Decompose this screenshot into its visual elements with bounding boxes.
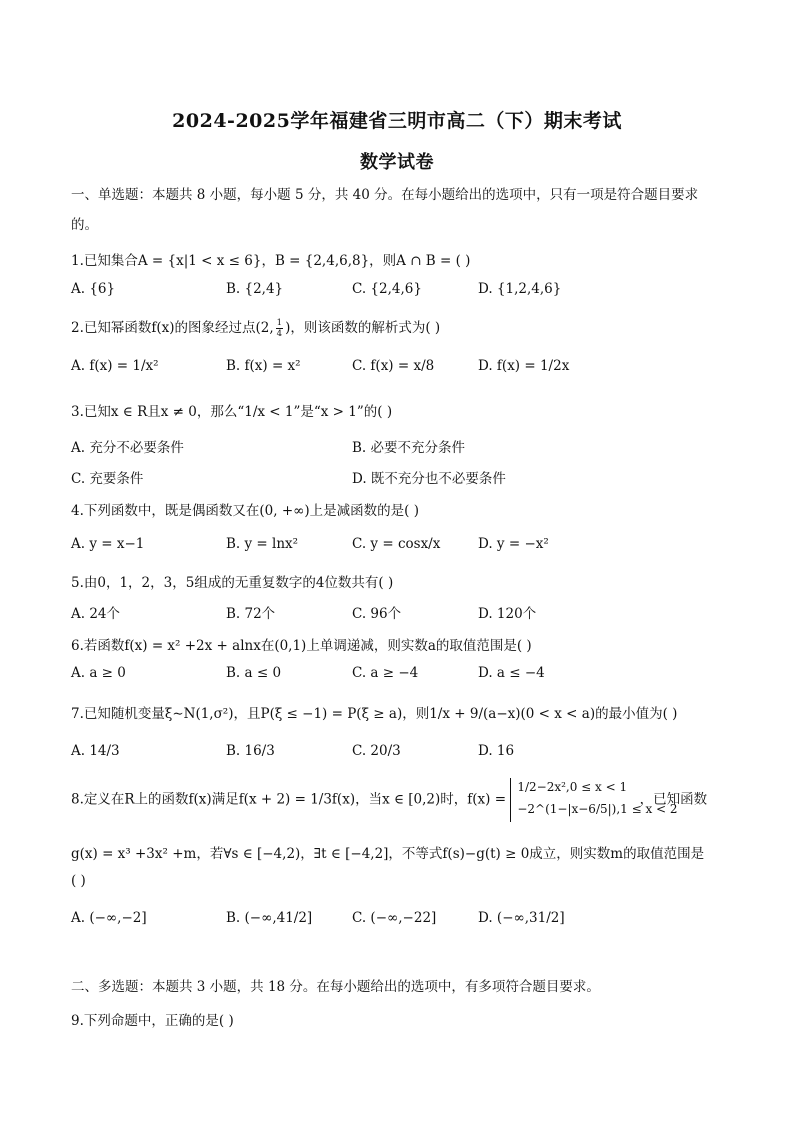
q2-fraction bbox=[276, 318, 283, 339]
q5-option-c: C. 96个 bbox=[352, 606, 402, 622]
q3-option-b: B. 必要不充分条件 bbox=[352, 440, 466, 456]
q7-option-c: C. 20/3 bbox=[352, 743, 401, 759]
q1-option-b: B. {2,4} bbox=[226, 281, 284, 297]
q8-option-a: A. (−∞,−2] bbox=[71, 910, 147, 926]
q2-stem-before: 2.已知幂函数f(x)的图象经过点(2, bbox=[71, 320, 274, 336]
q5-option-a: A. 24个 bbox=[71, 606, 121, 622]
q2-option-a: A. f(x) = 1/x² bbox=[71, 358, 159, 374]
q5-option-b: B. 72个 bbox=[226, 606, 276, 622]
q7-option-b: B. 16/3 bbox=[226, 743, 275, 759]
question-3-stem: 3.已知x ∈ R且x ≠ 0，那么“1/x < 1”是“x > 1”的( ) bbox=[71, 404, 393, 420]
question-6-stem: 6.若函数f(x) = x² +2x + alnx在(0,1)上单调递减，则实数a的取值范围是( ) bbox=[71, 638, 532, 654]
q1-option-d: D. {1,2,4,6} bbox=[478, 281, 562, 297]
q8-piece-2: −2^(1−|x−6/5|),1 ≤ x < 2 bbox=[517, 802, 678, 816]
q4-option-d: D. y = −x² bbox=[478, 536, 549, 552]
q1-option-a: A. {6} bbox=[71, 281, 116, 297]
section2-heading: 二、多选题：本题共 3 小题，共 18 分。在每小题给出的选项中，有多项符合题目要求。 bbox=[71, 979, 600, 995]
q8-stem-a: 8.定义在R上的函数f(x)满足f(x + 2) = 1/3f(x)，当x ∈ [0,2)时，f(x) = bbox=[71, 791, 507, 808]
q7-option-d: D. 16 bbox=[478, 743, 515, 759]
q4-option-b: B. y = lnx² bbox=[226, 536, 299, 552]
q8-option-d: D. (−∞,31/2] bbox=[478, 910, 565, 926]
q2-option-b: B. f(x) = x² bbox=[226, 358, 301, 374]
exam-subtitle: 数学试卷 bbox=[360, 152, 434, 173]
q3-option-a: A. 充分不必要条件 bbox=[71, 440, 184, 456]
question-5-stem: 5.由0，1，2，3，5组成的无重复数字的4位数共有( ) bbox=[71, 575, 394, 591]
q6-option-c: C. a ≥ −4 bbox=[352, 665, 419, 681]
q6-option-d: D. a ≤ −4 bbox=[478, 665, 545, 681]
q8-option-b: B. (−∞,41/2] bbox=[226, 910, 313, 926]
q8-option-c: C. (−∞,−22] bbox=[352, 910, 437, 926]
q4-option-c: C. y = cosx/x bbox=[352, 536, 441, 552]
q2-frac-den: 4 bbox=[276, 329, 283, 339]
q4-option-a: A. y = x−1 bbox=[71, 536, 145, 552]
section1-heading: 一、单选题：本题共 8 小题，每小题 5 分，共 40 分。在每小题给出的选项中，只有一项是符合题目要求的。 bbox=[71, 187, 699, 233]
q2-frac-num: 1 bbox=[276, 318, 283, 328]
q8-piece-1: 1/2−2x²,0 ≤ x < 1 bbox=[517, 780, 628, 794]
q3-option-d: D. 既不充分也不必要条件 bbox=[352, 471, 506, 487]
question-2-stem bbox=[71, 316, 731, 339]
exam-title: 2024-2025学年福建省三明市高二（下）期末考试 bbox=[172, 110, 622, 132]
q2-stem-after: )，则该函数的解析式为( ) bbox=[285, 320, 441, 336]
q2-option-c: C. f(x) = x/8 bbox=[352, 358, 435, 374]
question-4-stem: 4.下列函数中，既是偶函数又在(0, +∞)上是减函数的是( ) bbox=[71, 503, 419, 519]
question-1-stem: 1.已知集合A = {x|1 < x ≤ 6}，B = {2,4,6,8}，则A ∩ B = ( ) bbox=[71, 253, 471, 269]
question-7-stem: 7.已知随机变量ξ∼N(1,σ²)，且P(ξ ≤ −1) = P(ξ ≥ a)，则1/x + 9/(a−x)(0 < x < a)的最小值为( ) bbox=[71, 706, 678, 722]
question-8-stem bbox=[71, 778, 731, 822]
q5-option-d: D. 120个 bbox=[478, 606, 537, 622]
question-9-stem: 9.下列命题中，正确的是( ) bbox=[71, 1013, 234, 1029]
q8-stem-b: ，已知函数 bbox=[639, 791, 708, 808]
q8-stem-line3: ( ) bbox=[71, 873, 86, 889]
q8-stem-line2: g(x) = x³ +3x² +m，若∀s ∈ [−4,2)，∃t ∈ [−4,2]，不等式f(s)−g(t) ≥ 0成立，则实数m的取值范围是 bbox=[71, 846, 705, 862]
q7-option-a: A. 14/3 bbox=[71, 743, 120, 759]
q2-option-d: D. f(x) = 1/2x bbox=[478, 358, 570, 374]
q6-option-b: B. a ≤ 0 bbox=[226, 665, 282, 681]
q6-option-a: A. a ≥ 0 bbox=[71, 665, 126, 681]
q3-option-c: C. 充要条件 bbox=[71, 471, 144, 487]
q1-option-c: C. {2,4,6} bbox=[352, 281, 422, 297]
